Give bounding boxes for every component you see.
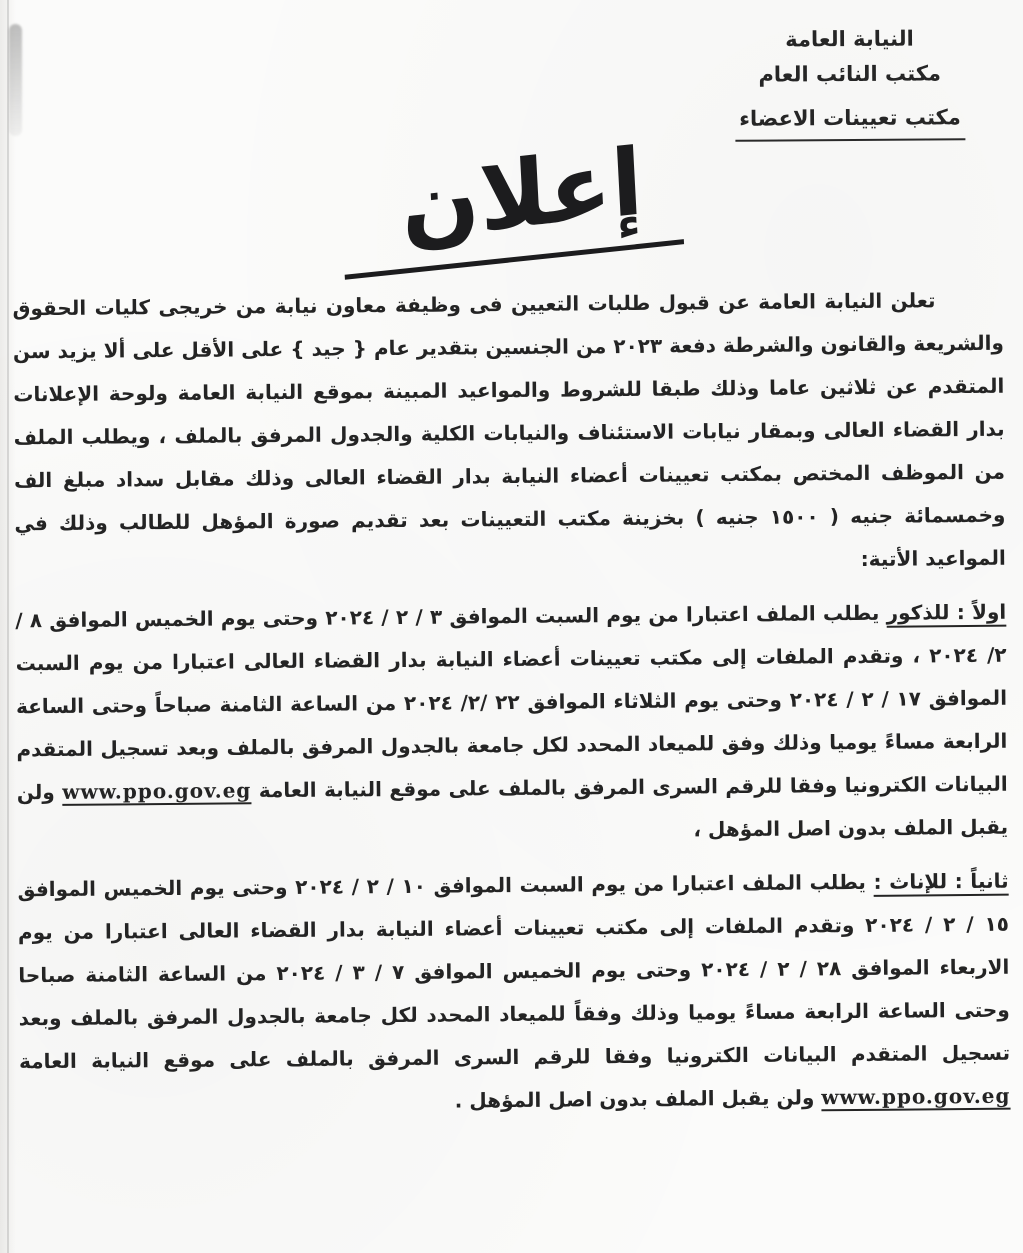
ppo-website-link[interactable]: www.ppo.gov.eg — [62, 778, 252, 804]
section-males — [15, 591, 1008, 858]
title-wrap — [0, 128, 1023, 262]
department-name: مكتب تعيينات الاعضاء — [736, 100, 966, 142]
announcement-body — [12, 279, 1010, 1127]
intro-paragraph: تعلن النيابة العامة عن قبول طلبات التعيين فى وظيفة معاون نيابة من خريجى كليات الحقوق والشريعة والقانون والشرطة دفعة ٢٠٢٣ من الجنسين بتقدير عام { جيد } على الأقل على ألا يزيد سن المتقدم عن ثلاثين عاما وذلك طبقا للشروط والمواعيد المبينة بموقع النيابة العامة ولوحة الإعلانات بدار القضاء العالى وبمقار نيابات الاستئناف والنيابات الكلية والجدول المرفق بالملف ، ويطلب الملف من الموظف المختص بمكتب تعيينات أعضاء النيابة بدار القضاء العالى وذلك مقابل سداد مبلغ الف وخمسمائة جنيه ( ١٥٠٠ جنيه ) بخزينة مكتب التعيينات بعد تقديم صورة المؤهل للطالب وذلك في المواعيد الأتية: — [12, 288, 1006, 571]
section-males-text-after: ولن يقبل الملف بدون اصل المؤهل ، — [16, 779, 1009, 842]
section-males-text: يطلب الملف اعتبارا من يوم السبت الموافق ٣ / ٢ / ٢٠٢٤ وحتى يوم الخميس الموافق ٨ /٢/ ٢٠٢٤ ، وتقدم الملفات إلى مكتب تعيينات أعضاء النيابة بدار القضاء العالى اعتبارا من يوم السبت الموافق ١٧ / ٢ / ٢٠٢٤ وحتى يوم الثلاثاء الموافق ٢٢ /٢/ ٢٠٢٤ من الساعة الثامنة صباحاً وحتى الساعة الرابعة مساءً يوميا وذلك وفق للميعاد المحدد لكل جامعة بالجدول المرفق بالملف وبعد تسجيل المتقدم البيانات الكترونيا وفقا للرقم السرى المرفق بالملف على موقع النيابة العامة — [15, 600, 1008, 803]
letterhead — [735, 21, 965, 142]
document-title: إعلان — [339, 130, 684, 279]
ppo-website-link-2[interactable]: www.ppo.gov.eg — [821, 1083, 1011, 1110]
section-females-text-after: ولن يقبل الملف بدون اصل المؤهل . — [454, 1085, 822, 1113]
section-males-heading: اولاً : للذكور — [886, 599, 1007, 625]
section-females — [17, 860, 1010, 1127]
office-name: مكتب النائب العام — [758, 61, 942, 87]
scan-smudge-artifact — [9, 24, 22, 136]
section-females-heading: ثانياً : للإناث : — [873, 868, 1009, 894]
section-females-text: يطلب الملف اعتبارا من يوم السبت الموافق ١٠ / ٢ / ٢٠٢٤ وحتى يوم الخميس الموافق ١٥ / ٢ / ٢٠٢٤ وتقدم الملفات إلى مكتب تعيينات أعضاء النيابة بدار القضاء العالى اعتبارا من يوم الاربعاء الموافق ٢٨ / ٢ / ٢٠٢٤ وحتى يوم الخميس الموافق ٧ / ٣ / ٢٠٢٤ من الساعة الثامنة صباحا وحتى الساعة الرابعة مساءً يوميا وذلك وفقاً للميعاد المحدد لكل جامعة بالجدول المرفق بالملف وبعد تسجيل المتقدم البيانات الكترونيا وفقا للرقم السرى المرفق بالملف على موقع النيابة العامة — [17, 869, 1011, 1074]
org-name: النيابة العامة — [785, 26, 915, 52]
